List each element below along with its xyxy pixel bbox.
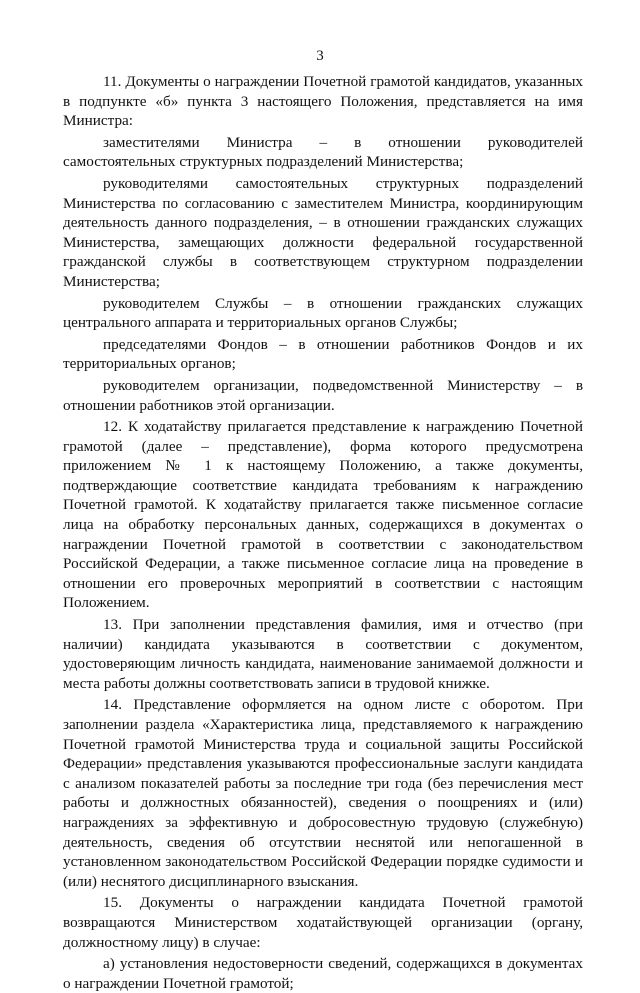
paragraph-heads-of-departments: руководителями самостоятельных структурных подразделений Министерства по согласованию с заместителем Министра, координирующим деятельность данного подразделения, – в отношении гражданских служащих Министерства, замещающих должности федеральной государственной гражданской службы в соответствующем структурном подразделении Министерства; [63, 174, 583, 290]
page-number: 3 [316, 48, 324, 64]
paragraph-13: 13. При заполнении представления фамилия, имя и отчество (при наличии) кандидата указываются в соответствии с документом, удостоверяющим личность кандидата, наименование занимаемой должности и места работы должны соответствовать записи в трудовой книжке. [63, 616, 583, 692]
paragraph-fund-chairs: председателями Фондов – в отношении работников Фондов и их территориальных органов; [63, 335, 583, 373]
paragraph-deputy-ministers: заместителями Министра – в отношении руководителей самостоятельных структурных подразделений Министерства; [63, 133, 583, 171]
paragraph-organization-head: руководителем организации, подведомственной Министерству – в отношении работников этой организации. [63, 376, 583, 414]
paragraph-head-of-service: руководителем Службы – в отношении гражданских служащих центрального аппарата и территориальных органов Службы; [63, 294, 583, 332]
document-body [63, 72, 583, 993]
paragraph-14: 14. Представление оформляется на одном листе с оборотом. При заполнении раздела «Характеристика лица, представляемого к награждению Почетной грамотой Министерства труда и социальной защиты Российской Федерации» представления указываются профессиональные заслуги кандидата с анализом показателей работы за последние три года (без перечисления мест работы и должностных обязанностей), сведения о поощрениях и (или) награждениях за эффективную и добросовестную трудовую (служебную) деятельность, сведения об отсутствии неснятой или непогашенной в установленном законодательством Российской Федерации порядке судимости и (или) неснятого дисциплинарного взыскания. [63, 696, 583, 890]
paragraph-12: 12. К ходатайству прилагается представление к награждению Почетной грамотой (далее – представление), форма которого предусмотрена приложением № 1 к настоящему Положению, а также документы, подтверждающие соответствие кандидата требованиям к награждению Почетной грамотой. К ходатайству прилагается также письменное согласие лица на обработку персональных данных, содержащихся в документах о награждении Почетной грамотой в соответствии с законодательством Российской Федерации, а также письменное согласие лица на проведение в отношении его проверочных мероприятий в соответствии с настоящим Положением. [63, 418, 583, 612]
paragraph-15-a: а) установления недостоверности сведений, содержащихся в документах о награждении Почетной грамотой; [63, 955, 583, 992]
paragraph-11: 11. Документы о награждении Почетной грамотой кандидатов, указанных в подпункте «б» пункта 3 настоящего Положения, представляется на имя Министра: [63, 73, 583, 130]
paragraph-15: 15. Документы о награждении кандидата Почетной грамотой возвращаются Министерством ходатайствующей организации (органу, должностному лицу) в случае: [63, 894, 583, 951]
